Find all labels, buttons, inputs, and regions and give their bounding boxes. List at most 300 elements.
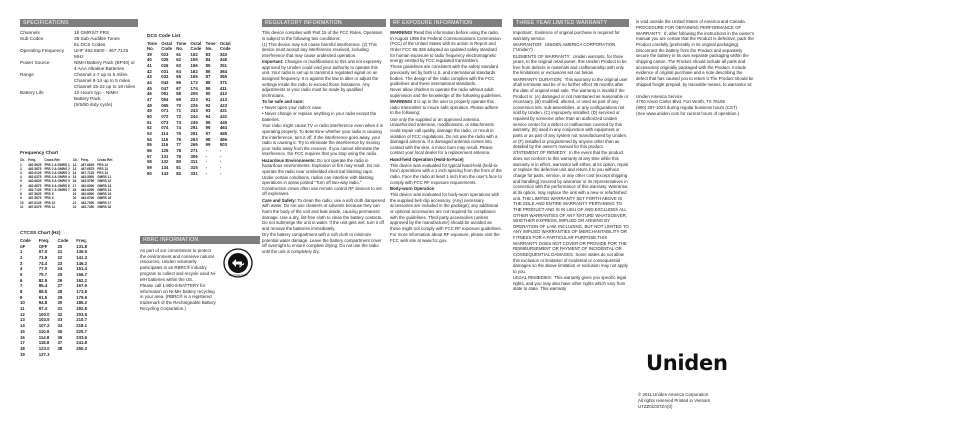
ctcss-cell: 241.8 [76, 340, 88, 346]
dcs-cell: 70 [176, 102, 182, 108]
dcs-cell: 152 [190, 51, 198, 57]
dcs-cell: 76 [176, 136, 182, 142]
dcs-header-line: Octal [161, 41, 172, 47]
spec-key: Range [20, 72, 34, 78]
dcs-cell: 60 [147, 170, 152, 176]
dcs-cell: 98 [205, 136, 211, 142]
ctcss-cell: 17 [20, 340, 25, 346]
frequency-table [20, 158, 116, 209]
regulatory-bold-lead: To be safe and sure: [262, 99, 304, 105]
spec-key: Battery Life [20, 90, 44, 96]
dcs-cell: 74 [176, 125, 182, 131]
ctcss-cell: 173.8 [76, 289, 88, 295]
dcs-cell: 77 [176, 142, 182, 148]
ctcss-chart-title: CTCSS Chart (Hz) [20, 230, 61, 236]
dcs-cell: 072 [161, 113, 169, 119]
rf-exposure-paragraph: WARNING! It is up to the user to properly operate this radio transmitter to insure safe operation. Please adhere to the following: [390, 99, 500, 116]
dcs-cell: 261 [190, 130, 198, 136]
dcs-cell: 46 [147, 91, 152, 97]
dcs-cell: 331 [190, 170, 198, 176]
dcs-cell: 245 [190, 119, 198, 125]
rbrc-text [140, 248, 218, 311]
ctcss-cell: 123.0 [38, 345, 50, 351]
frequency-cell: FRS 13 [97, 166, 109, 171]
dcs-header-cell [191, 42, 206, 51]
ctcss-cell: 136.5 [76, 249, 88, 255]
ctcss-cell: 37 [57, 340, 63, 346]
dcs-cell: 75 [176, 130, 182, 136]
ctcss-cell: 250.3 [76, 345, 88, 351]
ctcss-cell: 118.8 [38, 340, 50, 346]
uniden-logo: Uniden [646, 351, 728, 375]
dcs-cell: 91 [205, 96, 211, 102]
regulatory-paragraph: Your radio might cause TV or radio interference even when it is operating properly. To determine whether your radio is causing the interference, turn it off. If the interference goes away, your radio is causing it. Try to eliminate the interference by moving your radio away from the receiver. If you cannot eliminate the interference, the FCC requires that you stop using the radio. [262, 123, 385, 157]
ctcss-cell: 8 [20, 289, 23, 295]
specifications-list [20, 30, 138, 108]
ctcss-cell: 71.9 [38, 255, 48, 261]
frequency-header-cell: Cross Ref. [97, 158, 114, 163]
ctcss-cell: 29 [57, 294, 63, 300]
ctcss-cell: 103.5 [38, 317, 50, 323]
dcs-row [147, 171, 235, 177]
frequency-cell: 7 [20, 187, 22, 192]
dcs-cell: - [205, 170, 208, 176]
dcs-cell: 156 [190, 62, 198, 68]
warranty-paragraph: Uniden America Service 4700 Amon Carter Blvd. Fort Worth, TX 76155 (800) 297-1023 during regular business hours (CST) (See www.uniden.com for current hours of operation.) [636, 93, 740, 116]
spec-row [20, 90, 138, 108]
frequency-cell: 462.6125 [28, 170, 42, 175]
frequency-cell: FRS 9 [44, 196, 54, 201]
dcs-cell: 52 [147, 125, 152, 131]
dcs-cell: 48 [147, 102, 152, 108]
footer-rights: All rights reserved Printed in Vietnam [638, 397, 711, 403]
frequency-cell: FRS 1 & GMRS 1 [44, 162, 70, 167]
spec-value: 12 Hours typ. - NiMH Battery Pack (5/5/90 duty cycle) [74, 90, 118, 108]
ctcss-cell: 192.8 [76, 306, 88, 312]
dcs-cell: 61 [176, 51, 182, 57]
dcs-cell: 97 [205, 130, 211, 136]
dcs-header-line: Octal [190, 41, 202, 47]
regulatory-bold-lead: Care and Safety: [262, 197, 297, 203]
dcs-cell: 025 [161, 57, 169, 63]
frequency-cell: 14 [72, 170, 77, 175]
frequency-cell: 19 [72, 192, 77, 197]
regulatory-paragraph: • Never open your radio's case. [262, 105, 323, 111]
ctcss-cell: 4 [20, 266, 23, 272]
dcs-cell: 95 [205, 119, 211, 125]
warranty-text-1 [513, 30, 629, 292]
dcs-cell: 71 [176, 108, 182, 114]
dcs-cell: 99 [205, 142, 211, 148]
dcs-cell: 432 [219, 113, 228, 119]
ctcss-cell: 6 [20, 277, 23, 283]
ctcss-cell: 22 [57, 255, 63, 261]
frequency-cell: 9 [20, 196, 22, 201]
ctcss-cell: 10 [20, 300, 25, 306]
frequency-row [20, 205, 116, 209]
frequency-header-cell: Ch. [20, 158, 26, 163]
warranty-header: THREE YEAR LIMITED WARRANTY [513, 19, 629, 27]
frequency-cell: 467.6375 [28, 204, 42, 209]
dcs-cell: 174 [190, 85, 198, 91]
dcs-cell: 263 [190, 136, 198, 142]
dcs-header-line: No. [147, 45, 154, 51]
warranty-paragraph: Important: Evidence of original purchase is required for warranty service. [513, 30, 621, 41]
dcs-cell: 85 [205, 62, 211, 68]
dcs-header-cell [206, 42, 220, 51]
ctcss-cell: 7 [20, 283, 23, 289]
dcs-cell: 55 [147, 142, 152, 148]
frequency-cell: 467.6875 [80, 166, 95, 171]
ctcss-cell: 79.7 [38, 272, 48, 278]
dcs-cell: 65 [176, 74, 182, 80]
regulatory-paragraph: Care and Safety: To clean the radio, use a soft cloth dampened with water. Do not use cleaners or solvents because they can harm the body of the unit and leak inside, causing permanent damage. Use a dry, lint-free cloth to clean the battery contacts. Do not submerge the unit in water. If the unit gets wet, turn it off and remove the batteries immediately. [262, 197, 387, 231]
dcs-cell: 116 [161, 142, 169, 148]
frequency-cell: FRS 10 [44, 200, 56, 205]
frequency-cell: 462.6000 [80, 183, 95, 188]
ctcss-cell: 131.8 [76, 243, 88, 249]
dcs-cell: - [205, 153, 208, 159]
frequency-cell: GMRS 12 [97, 179, 112, 184]
dcs-cell: - [219, 165, 222, 170]
dcs-cell: 271 [190, 147, 198, 153]
frequency-cell: 10 [20, 200, 24, 205]
dcs-cell: 50 [147, 113, 152, 119]
ctcss-cell: 146.2 [76, 260, 88, 266]
ctcss-cell: 16 [20, 334, 25, 340]
dcs-cell: 243 [190, 108, 198, 114]
ctcss-cell: 210.7 [76, 317, 88, 323]
ctcss-cell: 30 [57, 300, 63, 306]
frequency-cell: 3 [20, 170, 22, 175]
dcs-cell: 071 [161, 108, 169, 114]
ctcss-cell: 35 [57, 328, 63, 334]
ctcss-cell: 2 [20, 255, 23, 261]
dcs-cell: 40 [147, 57, 152, 63]
dcs-cell: 58 [147, 159, 152, 165]
frequency-cell: 462.7250 [80, 204, 95, 209]
dcs-cell: - [219, 170, 222, 176]
ctcss-cell: 3 [20, 260, 23, 266]
frequency-header-cell: Freq. [80, 158, 89, 163]
rbrc-paragraph: As part of our commitment to protect the environment and conserve natural resources, Uniden voluntarily participates in an RBRC® industry program to collect and recycle used Ni-MH batteries within the US. [140, 248, 217, 282]
dcs-cell: 165 [190, 74, 198, 80]
frequency-cell: 2 [20, 166, 22, 171]
dcs-cell: 87 [205, 74, 211, 80]
dcs-cell: 47 [147, 96, 152, 102]
dcs-cell: 114 [161, 130, 169, 136]
dcs-cell: 043 [161, 79, 169, 85]
regulatory-paragraph: Important: Changes or modifications to this unit not expressly approved by Uniden could void your authority to operate this unit. Your radio is set up to transmit a regulated signal on an assigned frequency. It is against the law to alter or adjust the settings inside the radio to exceed those limitations. Any adjustments to your radio must be made by qualified technicians. [262, 59, 383, 99]
ctcss-cell: 94.8 [38, 300, 48, 306]
frequency-cell: GMRS 11 [97, 175, 112, 180]
frequency-cell: FRS 8 [44, 192, 54, 197]
dcs-cell: 413 [219, 96, 228, 102]
frequency-cell: 462.6250 [80, 187, 95, 192]
rf-exposure-paragraph: Never allow children to operate the radio without adult supervision and the knowledge of the following guidelines. [390, 87, 502, 99]
regulatory-header: REGULATORY INFORMATION [262, 19, 386, 27]
ctcss-cell: 18 [20, 345, 25, 351]
rf-exposure-paragraph: For more information about RF exposure, please visit the FCC web site at www.fcc.gov. [390, 231, 501, 243]
dcs-cell: 311 [190, 159, 198, 165]
ctcss-cell: 179.9 [76, 294, 88, 300]
ctcss-cell: 31 [57, 306, 63, 312]
dcs-cell: 155 [190, 57, 198, 63]
dcs-header-line: Code [190, 45, 202, 51]
ctcss-cell: 225.7 [76, 328, 88, 334]
dcs-cell: 074 [161, 125, 169, 131]
dcs-cell: 031 [161, 68, 169, 74]
spec-value: Channel 1-7 up to 5 miles Channel 8-14 up to 5 miles Channel 15-22 up to 18 miles [74, 72, 136, 90]
dcs-cell: 79 [176, 153, 182, 159]
frequency-cell: 13 [72, 166, 77, 171]
dcs-cell: 251 [190, 125, 198, 131]
warranty-paragraph [636, 88, 754, 94]
column-warranty-2 [636, 19, 754, 117]
frequency-cell: FRS 4 & GMRS 4 [44, 175, 70, 180]
dcs-cell: 445 [219, 119, 228, 125]
ctcss-header-cell: Code [57, 238, 69, 244]
ctcss-cell: 28 [57, 289, 63, 295]
ctcss-cell: 203.5 [76, 311, 88, 317]
frequency-cell: 462.7125 [28, 187, 42, 192]
dcs-cell: 42 [147, 68, 152, 74]
frequency-cell: 462.5500 [80, 175, 95, 180]
ctcss-cell: 67.0 [38, 249, 48, 255]
dcs-cell: 68 [176, 91, 182, 97]
dcs-cell: 96 [205, 125, 211, 131]
dcs-cell: 364 [219, 68, 228, 74]
spec-key: Power Source [20, 60, 50, 66]
rf-exposure-paragraph: WARNING! Read this information before using the radio. In August 1996 the Federal Communications Commission (FCC) of the United States with its action in Report and Order FCC 96-326 adopted an updated safety standard for human exposure to radio frequency electromagnetic energy emitted by FCC regulated transmitters. [390, 30, 503, 64]
dcs-cell: 265 [190, 142, 198, 148]
dcs-header-line: Tone [205, 41, 216, 47]
dcs-cell: 54 [147, 136, 152, 142]
dcs-cell: 57 [147, 153, 152, 159]
dcs-cell: 49 [147, 108, 152, 114]
dcs-cell: 89 [205, 85, 211, 91]
dcs-cell: - [205, 165, 208, 170]
ctcss-cell: 21 [57, 249, 63, 255]
dcs-cell: 412 [219, 91, 228, 97]
dcs-cell: 69 [176, 96, 182, 102]
frequency-cell: 462.6500 [80, 192, 95, 197]
spec-value: 38 Sub-Audible Tones 61 DCS Codes [74, 36, 120, 48]
ctcss-header-cell: Freq. [38, 238, 50, 244]
dcs-cell: 315 [190, 165, 198, 170]
frequency-cell: GMRS 16 [97, 196, 112, 201]
frequency-cell: 462.6375 [28, 175, 42, 180]
ctcss-cell: 33 [57, 317, 63, 323]
ctcss-cell: 5 [20, 272, 23, 278]
ctcss-cell: 32 [57, 311, 63, 317]
frequency-cell: FRS 5 & GMRS 5 [44, 179, 70, 184]
frequency-header-cell: Freq. [28, 158, 36, 163]
regulatory-paragraph [262, 99, 386, 105]
dcs-header-line: No. [176, 45, 184, 51]
spec-row [20, 48, 138, 60]
ctcss-cell: 36 [57, 334, 63, 340]
ctcss-cell: 114.8 [38, 334, 50, 340]
dcs-chart-title: DCS Code List [147, 34, 181, 39]
frequency-cell: 467.6625 [80, 162, 95, 167]
frequency-cell: GMRS 13 [97, 183, 112, 188]
dcs-cell: 411 [219, 85, 227, 91]
dcs-cell: 81 [176, 165, 182, 170]
warranty-paragraph: PROCEDURE FOR OBTAINING PERFORMANCE OF WARRANTY: If, after following the instructions in the owner's manual you are certain that the Product is defective, pack the Product carefully (preferably in its original packaging). Disconnect the battery from the Product and separately secure the battery in its own separate packaging within the shipping carton. The Product should include all parts and accessories originally packaged with the Product. Include evidence of original purchase and a note describing the defect that has caused you to return it.The Product should be shipped freight prepaid, by traceable means, to warrantor at: [636, 25, 756, 87]
rbrc-seal-icon [223, 248, 253, 278]
ctcss-cell: 100.0 [38, 311, 50, 317]
dcs-cell: 047 [161, 85, 169, 91]
rbrc-seal-text: RECYCLE Ni-MH [228, 274, 248, 278]
ctcss-cell: 27 [57, 283, 63, 289]
dcs-cell: 39 [147, 51, 152, 57]
column-specifications [20, 19, 138, 357]
dcs-cell: 92 [205, 102, 211, 108]
dcs-cell: 64 [176, 68, 182, 74]
dcs-cell: 503 [219, 142, 228, 148]
ctcss-cell [58, 352, 77, 358]
warranty-paragraph: STATEMENT OF REMEDY: In the event that the product does not conform to this warranty at any time while this warranty is in effect, warrantor will either, at its option, repair or replace the defective unit and return it to you without charge for parts, service, or any other cost (except shipping and handling) incurred by warrantor or its representatives in connection with the performance of this warranty. Warrantor, at its option, may replace the unit with a new or refurbished unit. THE LIMITED WARRANTY SET FORTH ABOVE IS THE SOLE AND ENTIRE WARRANTY PERTAINING TO THE PRODUCT AND IS IN LIEU OF AND EXCLUDES ALL OTHER WARRANTIES OF ANY NATURE WHATSOEVER, WHETHER EXPRESS, IMPLIED OR ARISING BY OPERATION OF LAW, INCLUDING, BUT NOT LIMITED TO ANY IMPLIED WARRANTIES OF MERCHANTABILITY OR FITNESS FOR A PARTICULAR PURPOSE.THIS WARRANTY DOES NOT COVER OR PROVIDE FOR THE REIMBURSEMENT OR PAYMENT OF INCIDENTAL OR CONSEQUENTIAL DAMAGES. Some states do not allow this exclusion or limitation of incidental or consequential damages so the above limitation or exclusion may not apply to you. [513, 150, 630, 274]
ctcss-cell: 14 [20, 323, 25, 329]
frequency-cell: GMRS 15 [97, 192, 112, 197]
spec-row [20, 36, 138, 48]
regulatory-paragraph: Dry the battery compartment with a soft cloth to minimize potential water damage. Leave the battery compartment cover off overnight to ensure complete drying. Do not use the radio until the unit is completely dry. [262, 231, 383, 254]
dcs-cell: 80 [176, 159, 182, 165]
dcs-cell: 51 [147, 119, 152, 125]
frequency-cell: FRS 2 & GMRS 2 [44, 166, 70, 171]
ctcss-cell: 19 [20, 351, 25, 357]
ctcss-cell: 15 [20, 328, 25, 334]
specifications-header: SPECIFICATIONS [20, 19, 138, 27]
dcs-header-cell [147, 42, 161, 51]
ctcss-cell: 20 [57, 243, 63, 249]
dcs-header-cell [161, 42, 176, 51]
dcs-cell: 131 [161, 153, 169, 159]
dcs-cell: - [219, 147, 222, 153]
regulatory-paragraph: • Never change or replace anything in your radio except the batteries. [262, 111, 378, 123]
frequency-cell: 467.5875 [28, 196, 42, 201]
frequency-cell: 462.5875 [28, 166, 42, 171]
ctcss-cell: 34 [57, 323, 63, 329]
ctcss-cell: 233.6 [76, 334, 88, 340]
dcs-header-line: No. [205, 45, 213, 51]
dcs-cell: 371 [219, 79, 228, 85]
dcs-cell: - [219, 159, 222, 165]
dcs-cell: 94 [205, 113, 211, 119]
dcs-cell: 72 [176, 113, 182, 119]
ctcss-cell: 12 [20, 311, 25, 317]
frequency-cell: 467.7125 [80, 170, 95, 175]
frequency-cell: 467.6125 [28, 200, 42, 205]
spec-key: Operating Frequency [20, 48, 65, 54]
dcs-cell: 244 [190, 113, 198, 119]
regulatory-bold-lead: Important: [262, 59, 284, 65]
dcs-header-cell [220, 42, 235, 51]
frequency-header-cell: Cross Ref. [44, 158, 61, 163]
rf-exposure-bold-lead: WARNING! [390, 30, 413, 35]
ctcss-cell: 218.1 [76, 323, 88, 329]
ctcss-header-cell: Code [20, 238, 31, 244]
column-dcs [147, 34, 249, 176]
dcs-cell: 466 [219, 136, 228, 142]
frequency-cell: 5 [20, 179, 22, 184]
dcs-header-line: Code [161, 45, 172, 51]
frequency-cell: 6 [20, 183, 22, 188]
rf-exposure-paragraph: Those guidelines are consistent with the safety standard previously set by both U.S. and international standards bodies. The design of the radio complies with the FCC guidelines and these international standards. [390, 64, 500, 87]
ctcss-cell: 127.3 [38, 351, 50, 357]
ctcss-cell: 24 [57, 266, 63, 272]
dcs-header-cell [176, 42, 190, 51]
dcs-cell: 346 [219, 57, 228, 63]
frequency-cell: 4 [20, 175, 22, 180]
dcs-cell: - [205, 159, 208, 165]
dcs-cell: 59 [147, 165, 152, 170]
ctcss-cell: 186.2 [76, 300, 88, 306]
dcs-cell: 56 [147, 147, 152, 153]
frequency-cell: GMRS 17 [97, 200, 112, 205]
frequency-cell: FRS 7 & GMRS 7 [44, 187, 70, 192]
ctcss-cell: 167.9 [76, 283, 88, 289]
frequency-cell: 8 [20, 192, 22, 197]
dcs-cell: 125 [161, 147, 169, 153]
dcs-header-line: Octal [219, 41, 231, 47]
ctcss-cell: 11 [20, 306, 25, 312]
regulatory-paragraph: This device complies with Part 15 of the FCC Rules. Operation is subject to the following two conditions: [262, 30, 384, 41]
frequency-cell: 462.7000 [80, 200, 95, 205]
ctcss-cell: 156.7 [76, 272, 88, 278]
dcs-header-line: Code [219, 45, 231, 51]
dcs-cell: 86 [205, 68, 211, 74]
regulatory-paragraph: (1) This device may not cause harmful interference. (2) This device must accept any interference received, including interference that may cause undesired operation. [262, 41, 378, 59]
dcs-cell: 065 [161, 102, 169, 108]
ctcss-cell: 141.3 [76, 255, 88, 261]
warranty-paragraph: WARRANTOR: UNIDEN AMERICA CORPORATION ("Uniden") [513, 41, 617, 53]
rf-exposure-bold-lead: WARNING! [390, 99, 413, 105]
frequency-cell: FRS 3 & GMRS 3 [44, 170, 70, 175]
ctcss-cell: 85.4 [38, 283, 48, 289]
dcs-cell: 73 [176, 119, 182, 125]
frequency-cell: 18 [72, 187, 77, 192]
frequency-cell: GMRS 14 [97, 187, 112, 192]
rbrc-header: RBRC INFORMATION [140, 236, 260, 244]
column-rbrc [140, 236, 260, 312]
ctcss-cell: oF [20, 243, 26, 249]
spec-key: Channels [20, 30, 40, 35]
dcs-cell: 62 [176, 57, 182, 63]
dcs-cell: 465 [219, 130, 228, 136]
frequency-cell: 20 [72, 196, 77, 201]
column-warranty [513, 19, 629, 292]
dcs-cell: 205 [190, 91, 198, 97]
dcs-cell: 53 [147, 130, 152, 136]
dcs-cell: 143 [161, 170, 169, 176]
warranty-paragraph: is void outside the United States of America and Canada. [636, 19, 746, 24]
footer-code: UTZZ01037ZA(0) [638, 403, 673, 409]
dcs-cell: 78 [176, 147, 182, 153]
dcs-cell: 223 [190, 96, 198, 102]
frequency-chart-title: Frequency Chart [20, 151, 59, 157]
rf-exposure-paragraph: This device was evaluated for body-worn operations with the supplied belt-clip accessory. (Any) necessary accessories are included in the package); any additional or optional accessories are not required for compliance with the guidelines. Third party accessories (unless approved by the manufacturer) should be avoided as these might not comply with FCC RF exposure guidelines. [390, 191, 502, 231]
ctcss-header-cell: Freq. [76, 238, 87, 244]
dcs-cell: 051 [161, 91, 169, 97]
frequency-cell: 462.5625 [28, 162, 42, 167]
dcs-cell: 026 [161, 62, 169, 68]
spec-value: NiMH Battery Pack (BP40) or 4 AAA Alkaline Batteries [74, 60, 135, 72]
ctcss-cell: 107.2 [38, 323, 50, 329]
ctcss-table [20, 238, 95, 357]
dcs-table [147, 42, 235, 176]
